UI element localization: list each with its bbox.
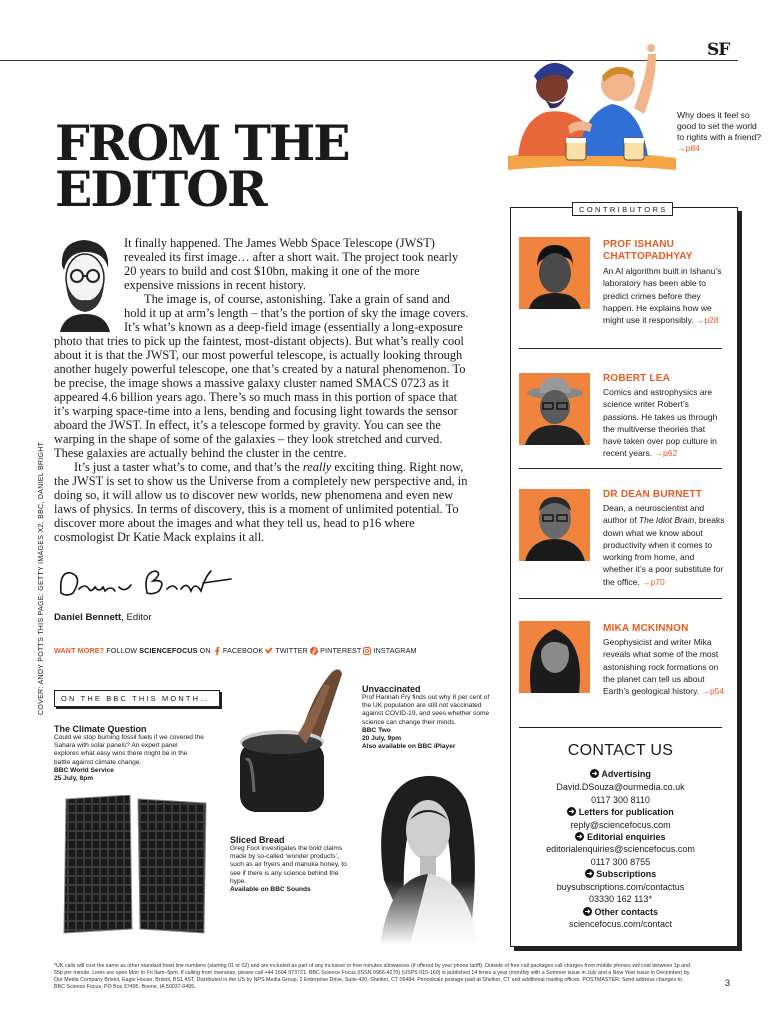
pinterest-link[interactable]: PINTEREST bbox=[320, 646, 362, 655]
letters-heading: Letters for publication bbox=[519, 807, 722, 817]
hannah-fry-photo bbox=[350, 760, 508, 945]
page-ref: →p54 bbox=[701, 686, 725, 697]
page-ref: →p28 bbox=[695, 315, 719, 326]
arrow-circle-icon bbox=[567, 807, 576, 816]
contributor-photo-dean bbox=[519, 489, 590, 561]
contributor-bio: Comics and astrophysics are science writer Robert’s passions. He takes us through the multiverse theories that have taken over pop culture in recent years. →p62 bbox=[603, 387, 718, 459]
advertising-heading: Advertising bbox=[519, 769, 722, 779]
pinterest-icon[interactable] bbox=[310, 647, 318, 655]
editorial-paragraph-3: It’s just a taster what’s to come, and that’s the really exciting thing. Right now, the JWST is set to show us the Universe from a completely new perspective and, in doing so, it will allow us to discover new worlds, new phenomena and even new laws of physics. In terms of discovery, this is a moment of unlimited potential. To discover more about the images and what they tell us, head to p16 where cosmologist Dr Katie Mack explains it all. bbox=[54, 460, 468, 544]
page-title bbox=[55, 114, 475, 218]
social-follow-line: WANT MORE? FOLLOW SCIENCEFOCUS ON FACEBOOK TWITTER PINTEREST INSTAGRAM bbox=[54, 646, 417, 655]
arrow-circle-icon bbox=[583, 907, 592, 916]
bbc-section-label: ON THE BBC THIS MONTH… bbox=[54, 690, 220, 707]
editorial-phone: 0117 300 8755 bbox=[590, 857, 651, 867]
page-title-line2: EDITOR bbox=[55, 160, 266, 218]
divider bbox=[519, 727, 722, 728]
contributor-name: PROF ISHANU CHATTOPADHYAY bbox=[603, 239, 693, 262]
editor-byline: Daniel Bennett, Editor bbox=[54, 612, 152, 623]
page-title-line1: FROM THE bbox=[55, 114, 349, 172]
page-ref: →p62 bbox=[654, 448, 678, 459]
hero-caption bbox=[677, 110, 762, 154]
contributors-label: CONTRIBUTORS bbox=[572, 202, 673, 216]
editorial-paragraph-2: The image is, of course, astonishing. Take a grain of sand and hold it up at arm’s length – that’s the portion of sky the image covers. It’s what’s known as a deep-field image (essentially a long-exposure photo that tries to pick up the faintest, most-distant objects). But what’s really cool about it is that the JWST, our most powerful telescope, is actually looking through another hugely powerful telescope, one that’s created by a natural phenomenon. To be precise, the image shows a massive galaxy cluster named SMACS 0723 as it appeared 4.6 billion years ago. There’s so much mass in this portion of space that it’s warping space-time into a lens, bending and focusing light towards the sensor aboard the JWST. In effect, it’s a telescope formed by gravity. You can see the warping in the shape of some of the galaxies – they look stretched and curved. These galaxies are actually behind the cluster in the centre. bbox=[54, 292, 469, 460]
solar-panels-image bbox=[60, 795, 210, 935]
contributor-bio: An AI algorithm built in Ishanu’s laboratory has been able to predict crimes before they happen. He explains how we might use it responsibly. →p28 bbox=[603, 266, 722, 326]
editor-portrait bbox=[54, 236, 116, 332]
programme-channel: Available on BBC Sounds bbox=[230, 886, 311, 894]
arrow-circle-icon bbox=[585, 869, 594, 878]
programme-title: Sliced Bread bbox=[230, 835, 285, 845]
contact-title: CONTACT US bbox=[567, 742, 674, 759]
page-ref: →p70 bbox=[642, 576, 665, 587]
programme-title: Unvaccinated bbox=[362, 684, 421, 694]
programme-date: 20 July, 9pm bbox=[362, 735, 402, 743]
facebook-icon[interactable] bbox=[213, 647, 221, 655]
arrow-circle-icon bbox=[590, 769, 599, 778]
advertising-phone: 0117 300 8110 bbox=[591, 795, 650, 805]
magazine-logo: SF bbox=[707, 40, 730, 60]
subscriptions-url[interactable]: buysubscriptions.com/contactus bbox=[556, 882, 685, 892]
programme-description: Prof Hannah Fry finds out why 8 per cent of the UK population are still not vaccinated against COVID-19, and sees whether some science can change their minds. bbox=[362, 694, 490, 726]
other-contacts-url[interactable]: sciencefocus.com/contact bbox=[568, 919, 673, 929]
legal-footnote: *UK calls will cost the same as other standard fixed line numbers (starting 01 or 02) and are included as part of any inclusive or free minutes allowances (if offered by your phone tariff). Outside of free call packages call charges from mobile phones will cost between 1p and 55p per minute. Lines are open Mon to Fri 9am–5pm. If calling from overseas, please call +44 1604 973721. BBC Science Focus (ISSN 0966-4270) (USPS 015-160) is published 14 times a year (monthly with a Summer issue in July and a New Year issue in December) by Our Media Company Bristol, Eagle House, Bristol, BS1 4ST. Distributed in the US by NPS Media Group, 2 Enterprise Drive, Suite 420, Shelton, CT 06484. Periodicals postage paid at Shelton, CT and additional mailing offices. POSTMASTER: Send address changes to BBC Science Focus, PO Box 37495, Boone, IA 50037-0495. bbox=[54, 963, 691, 990]
arrow-circle-icon bbox=[575, 832, 584, 841]
contributor-bio: Geophysicist and writer Mika reveals what some of the most astonishing rock formations on the planet can tell us about Earth’s geological history. →p54 bbox=[603, 637, 725, 697]
programme-channel: BBC Two bbox=[362, 726, 391, 734]
programme-date: 25 July, 8pm bbox=[54, 775, 94, 783]
programme-sliced-bread bbox=[230, 835, 348, 894]
sciencefocus-label: SCIENCEFOCUS bbox=[139, 646, 198, 655]
programme-unvaccinated bbox=[362, 684, 497, 751]
other-contacts-heading: Other contacts bbox=[519, 907, 722, 917]
programme-description: Could we stop burning fossil fuels if we covered the Sahara with solar panels? An expert panel explores what easy wins there might be in the battle against climate change. bbox=[54, 734, 204, 766]
programme-channel: BBC World Service bbox=[54, 766, 114, 774]
page-number: 3 bbox=[725, 978, 731, 988]
contributor-name: MIKA MCKINNON bbox=[603, 623, 689, 634]
honey-jar-image bbox=[232, 664, 344, 828]
subscriptions-phone: 03330 162 113* bbox=[589, 894, 652, 904]
twitter-icon[interactable] bbox=[265, 647, 273, 655]
editorial-text bbox=[54, 236, 470, 544]
divider bbox=[519, 468, 722, 469]
instagram-icon[interactable] bbox=[363, 647, 371, 655]
contributor-photo-robert bbox=[519, 373, 590, 445]
advertising-email[interactable]: David.DSouza@ourmedia.co.uk bbox=[556, 782, 685, 792]
want-more-label: WANT MORE? bbox=[54, 646, 105, 655]
two-friends-illustration bbox=[508, 38, 676, 178]
facebook-link[interactable]: FACEBOOK bbox=[222, 646, 264, 655]
editorial-paragraph-1: It finally happened. The James Webb Space Telescope (JWST) revealed its first image… after a short wait. The project took nearly 20 years to build and cost $10bn, making it one of the more expensive missions in recent history. bbox=[124, 236, 459, 292]
divider bbox=[519, 348, 722, 349]
contributor-photo-ishanu bbox=[519, 237, 590, 309]
contributor-bio: Dean, a neuroscientist and author of The Idiot Brain, breaks down what we know about productivity when it comes to working from home, and whether it’s a poor substitute for the office. →p70 bbox=[603, 503, 725, 587]
hero-page-ref: →p84 bbox=[677, 143, 700, 153]
hero-caption-text: Why does it feel so good to set the world to rights with a friend? bbox=[677, 110, 762, 142]
programme-climate-question bbox=[54, 724, 204, 783]
programme-title: The Climate Question bbox=[54, 724, 147, 734]
contributor-name: ROBERT LEA bbox=[603, 373, 670, 384]
divider bbox=[519, 598, 722, 599]
editorial-heading: Editorial enquiries bbox=[519, 832, 722, 842]
twitter-link[interactable]: TWITTER bbox=[275, 646, 308, 655]
editor-signature bbox=[55, 563, 235, 603]
contributor-name: DR DEAN BURNETT bbox=[603, 489, 703, 500]
photo-credit: COVER: ANDY POTTS THIS PAGE: GETTY IMAGES X2, BBC, DANIEL BRIGHT bbox=[38, 441, 45, 715]
programme-description: Greg Foot investigates the bold claims made by so-called ‘wonder products’, such as air fryers and manuka honey, to see if there is any science behind the hype. bbox=[230, 845, 347, 885]
instagram-link[interactable]: INSTAGRAM bbox=[373, 646, 417, 655]
letters-email[interactable]: reply@sciencefocus.com bbox=[570, 820, 671, 830]
subscriptions-heading: Subscriptions bbox=[519, 869, 722, 879]
programme-availability: Also available on BBC iPlayer bbox=[362, 743, 456, 751]
contributor-photo-mika bbox=[519, 621, 590, 693]
editorial-email[interactable]: editorialenquiries@sciencefocus.com bbox=[546, 844, 695, 854]
